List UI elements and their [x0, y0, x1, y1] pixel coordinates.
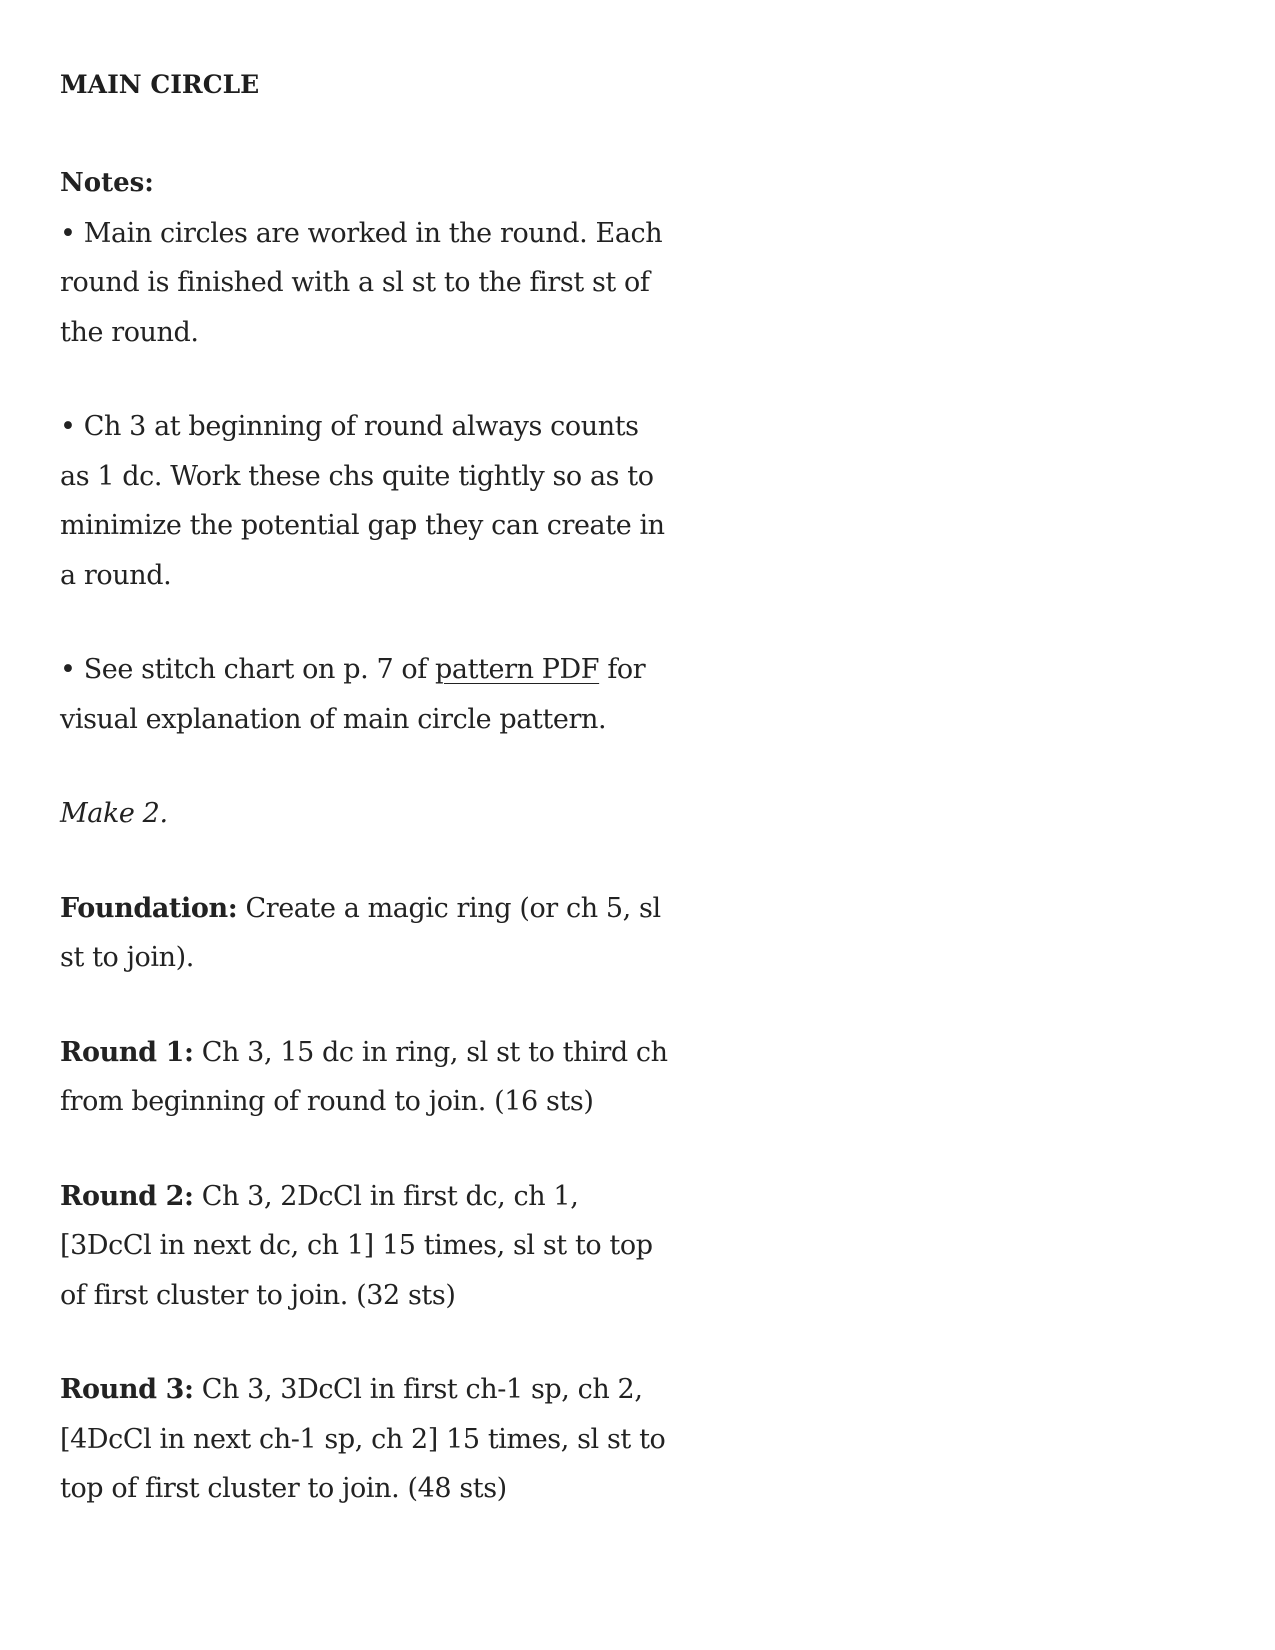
notes-block	[60, 159, 670, 744]
note-bullet-3-prefix: • See stitch chart on p. 7 of	[60, 654, 436, 685]
round-3-label: Round 3:	[60, 1374, 194, 1405]
note-bullet-3	[60, 645, 670, 744]
round-2-instruction	[60, 1172, 670, 1321]
note-bullet-1: • Main circles are worked in the round. Each round is finished with a sl st to the first st of the round.	[60, 217, 663, 348]
round-1-label: Round 1:	[60, 1036, 194, 1068]
section-heading: MAIN CIRCLE	[60, 70, 260, 99]
round-1-text: Ch 3, 15 dc in ring, sl st to third ch from beginning of round to join. (16 sts)	[60, 1036, 668, 1117]
round-3-text: Ch 3, 3DcCl in first ch-1 sp, ch 2, [4DcCl in next ch-1 sp, ch 2] 15 times, sl st to top of first cluster to join. (48 sts)	[60, 1374, 666, 1504]
round-2-label: Round 2:	[60, 1180, 194, 1212]
notes-title: Notes:	[60, 168, 154, 198]
pattern-section	[60, 62, 670, 1559]
make-count: Make 2.	[60, 798, 168, 829]
round-2-text: Ch 3, 2DcCl in first dc, ch 1, [3DcCl in next dc, ch 1] 15 times, sl st to top of first cluster to join. (32 sts)	[60, 1180, 653, 1311]
foundation-instruction	[60, 884, 670, 983]
note-bullet-2: • Ch 3 at beginning of round always counts as 1 dc. Work these chs quite tightly so as to minimize the potential gap they can create in a round.	[60, 411, 665, 591]
foundation-label: Foundation:	[60, 892, 238, 924]
note-bullet-3-suffix: for visual explanation of main circle pattern.	[60, 654, 646, 735]
round-3-instruction	[60, 1365, 670, 1514]
foundation-text: Create a magic ring (or ch 5, sl st to join).	[60, 892, 661, 973]
pattern-pdf-link[interactable]: pattern PDF	[435, 654, 600, 685]
round-1-instruction	[60, 1028, 670, 1127]
